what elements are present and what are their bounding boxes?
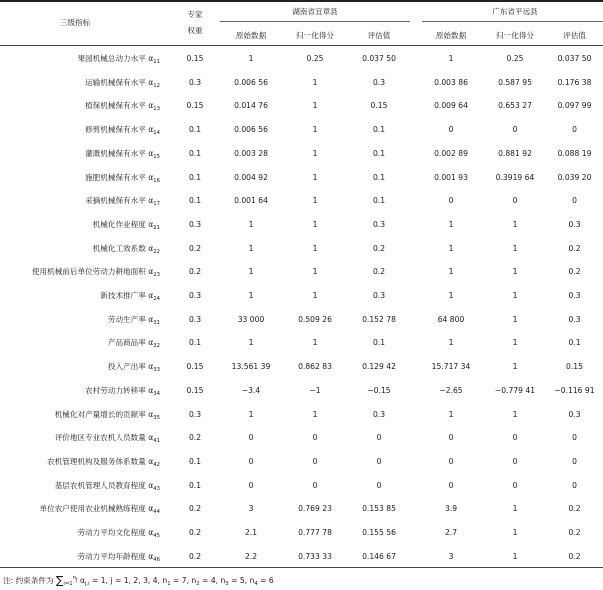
cell-b-norm: 0 (512, 196, 518, 205)
cell-a-raw: 1 (248, 291, 254, 300)
cell-a-norm: 0 (312, 457, 318, 466)
cell-weight: 0.3 (188, 220, 202, 229)
cell-b-eval: 0.2 (568, 528, 581, 537)
alpha-symbol: α (145, 552, 154, 561)
cell-weight: 0.3 (188, 291, 202, 300)
cell-weight: 0.3 (188, 315, 202, 324)
indicator-label (0, 267, 160, 280)
indicator-subscript: 32 (153, 343, 160, 349)
cell-weight: 0.15 (186, 362, 204, 371)
cell-a-raw: 1 (248, 410, 254, 419)
cell-a-raw: 1 (248, 244, 254, 253)
alpha-symbol: α (145, 78, 154, 87)
header-region-b: 广东省平远县 (492, 7, 538, 16)
indicator-label (0, 504, 160, 517)
indicator-text: 农机管理机构及服务体系数量 (47, 457, 146, 466)
alpha-symbol: α (145, 528, 154, 537)
cell-b-raw: 3.9 (444, 504, 458, 513)
cell-b-norm: 0 (512, 125, 518, 134)
header-a-norm: 归一化得分 (296, 31, 334, 40)
indicator-subscript: 11 (153, 59, 160, 65)
cell-weight: 0.1 (188, 338, 202, 347)
indicator-label (0, 220, 160, 233)
header-a-raw: 原始数据 (235, 31, 267, 40)
cell-b-raw: 0 (448, 433, 454, 442)
table-footnote: 注: 约束条件为 $\sum_{i=1}^{n_j}$ $\alpha_{j,i} = 1$, j = 1, 2, 3, 4, $n_1 = 7$, $n_2 = 4$, $n_3 = 5$, $n_4 = 6$ (3, 574, 274, 587)
alpha-symbol: α (145, 481, 154, 490)
cell-b-eval: 0.2 (568, 244, 581, 253)
cell-weight: 0.15 (186, 386, 204, 395)
cell-b-raw: 1 (448, 220, 454, 229)
cell-b-raw: 1 (448, 338, 454, 347)
cell-a-raw: 3 (248, 504, 254, 513)
cell-a-eval: 0.152 78 (362, 315, 396, 324)
cell-weight: 0.15 (186, 101, 204, 110)
indicator-label (0, 173, 160, 186)
header-a-eval: 评估值 (367, 31, 391, 40)
footnote-expr: = 1, j = 1, 2, 3, 4, n (92, 576, 168, 585)
indicator-label (0, 149, 160, 162)
cell-a-eval: 0 (376, 457, 382, 466)
cell-b-norm: 1 (512, 504, 518, 513)
cell-a-norm: 1 (312, 173, 318, 182)
cell-b-eval: 0.039 20 (557, 173, 592, 182)
cell-a-eval: −0.15 (367, 386, 391, 395)
cell-weight: 0.3 (188, 78, 202, 87)
cell-b-raw: 1 (448, 410, 454, 419)
cell-a-norm: 0.509 26 (298, 315, 332, 324)
cell-b-raw: 1 (448, 244, 454, 253)
cell-b-eval: 0 (572, 481, 577, 490)
cell-a-eval: 0.2 (372, 244, 386, 253)
cell-b-eval: 0.15 (566, 362, 583, 371)
cell-a-eval: 0.15 (370, 101, 388, 110)
indicator-text: 机械化作业程度 (92, 220, 146, 229)
footnote-tail1: = 7, n (173, 576, 197, 585)
cell-a-eval: 0.1 (372, 196, 386, 205)
cell-b-eval: 0 (572, 457, 577, 466)
indicator-text: 产品商品率 (107, 338, 146, 347)
cell-b-raw: 0.001 93 (434, 173, 468, 182)
cell-b-raw: 0 (448, 481, 454, 490)
region-b-underline (422, 21, 603, 22)
cell-weight: 0.2 (188, 433, 202, 442)
cell-a-raw: 0 (248, 481, 254, 490)
cell-a-raw: 0.001 64 (234, 196, 268, 205)
cell-b-eval: 0 (572, 433, 577, 442)
cell-weight: 0.1 (188, 196, 202, 205)
cell-b-raw: 1 (448, 54, 454, 63)
alpha-symbol: α (145, 386, 154, 395)
cell-a-norm: 0.769 23 (298, 504, 332, 513)
indicator-label (0, 315, 160, 328)
indicator-label (0, 457, 160, 470)
header-indicator: 三级指标 (59, 18, 91, 27)
alpha-symbol: α (145, 410, 154, 419)
alpha-symbol: α (145, 362, 154, 371)
header-bottom-rule (0, 45, 603, 46)
cell-a-raw: 2.2 (244, 552, 258, 561)
indicator-subscript: 46 (153, 557, 160, 563)
cell-b-eval: 0.3 (568, 291, 581, 300)
cell-b-norm: 1 (512, 362, 518, 371)
indicator-subscript: 42 (153, 462, 160, 468)
cell-b-raw: 15.717 34 (431, 362, 471, 371)
cell-b-raw: −2.65 (439, 386, 463, 395)
cell-b-norm: 1 (512, 244, 518, 253)
cell-a-raw: 0.006 56 (234, 125, 268, 134)
alpha-symbol: α (145, 101, 154, 110)
cell-a-eval: 0.037 50 (362, 54, 396, 63)
cell-b-raw: 2.7 (444, 528, 458, 537)
alpha-symbol: α (145, 504, 154, 513)
cell-a-norm: 1 (312, 101, 318, 110)
cell-a-raw: 13.561 39 (231, 362, 271, 371)
indicator-text: 新技术推广率 (100, 291, 146, 300)
cell-b-raw: 1 (448, 267, 454, 276)
cell-b-eval: 0.097 99 (557, 101, 592, 110)
cell-weight: 0.1 (188, 149, 202, 158)
cell-a-norm: 1 (312, 220, 318, 229)
cell-a-eval: 0.2 (372, 267, 386, 276)
cell-b-raw: 64 800 (437, 315, 465, 324)
cell-a-norm: 1 (312, 196, 318, 205)
cell-b-norm: 0 (512, 433, 518, 442)
indicator-text: 单位农户使用农业机械熟练程度 (39, 504, 146, 513)
indicator-label (0, 386, 160, 399)
header-weight-line2: 权重 (187, 26, 203, 35)
indicator-subscript: 23 (153, 272, 160, 278)
cell-a-norm: 0 (312, 433, 318, 442)
cell-weight: 0.2 (188, 267, 202, 276)
indicator-subscript: 31 (153, 320, 160, 326)
cell-weight: 0.1 (188, 481, 202, 490)
footnote-prefix: 注: 约束条件为 (3, 576, 54, 585)
cell-b-raw: 0.003 86 (434, 78, 468, 87)
cell-a-raw: 0 (248, 457, 254, 466)
cell-b-eval: 0 (572, 125, 577, 134)
cell-b-raw: 0.009 64 (434, 101, 468, 110)
indicator-label (0, 125, 160, 138)
cell-b-eval: 0.2 (568, 504, 581, 513)
header-b-raw: 原始数据 (435, 31, 467, 40)
indicator-text: 机械化工效系数 (92, 244, 146, 253)
cell-b-norm: 0.881 92 (498, 149, 532, 158)
cell-a-raw: 2.1 (244, 528, 258, 537)
cell-a-norm: 0 (312, 481, 318, 490)
cell-b-norm: 1 (512, 552, 518, 561)
indicator-text: 施肥机械保有水平 (85, 173, 146, 182)
cell-a-norm: 1 (312, 291, 318, 300)
indicator-label (0, 362, 160, 375)
cell-b-eval: 0.037 50 (557, 54, 592, 63)
indicator-subscript: 35 (153, 415, 160, 421)
cell-b-norm: 0.3919 64 (495, 173, 535, 182)
cell-a-raw: 33 000 (237, 315, 265, 324)
cell-a-norm: −1 (309, 386, 321, 395)
cell-a-raw: 0.006 56 (234, 78, 268, 87)
cell-b-norm: 1 (512, 315, 518, 324)
cell-a-raw: 1 (248, 338, 254, 347)
indicator-label (0, 528, 160, 541)
table-top-rule (0, 0, 603, 2)
cell-b-norm: 1 (512, 291, 518, 300)
indicator-text: 评价地区专业农机人员数量 (54, 433, 146, 442)
indicator-label (0, 433, 160, 446)
cell-weight: 0.1 (188, 125, 202, 134)
sum-symbol: ∑ (55, 574, 64, 587)
alpha-symbol: α (145, 196, 154, 205)
indicator-subscript: 16 (153, 178, 160, 184)
cell-b-raw: 0.002 89 (434, 149, 468, 158)
indicator-label (0, 54, 160, 67)
cell-a-eval: 0.155 56 (362, 528, 396, 537)
indicator-label (0, 196, 160, 209)
cell-a-raw: 1 (248, 54, 254, 63)
cell-weight: 0.2 (188, 244, 202, 253)
indicator-subscript: 33 (153, 367, 160, 373)
alpha-symbol: α (145, 457, 154, 466)
indicator-subscript: 12 (153, 83, 160, 89)
cell-b-norm: 1 (512, 410, 518, 419)
cell-a-norm: 1 (312, 78, 318, 87)
cell-a-norm: 1 (312, 244, 318, 253)
cell-a-raw: −3.4 (241, 386, 261, 395)
indicator-text: 投入产出率 (107, 362, 146, 371)
cell-b-eval: 0.1 (568, 338, 581, 347)
indicator-text: 基层农机管理人员教育程度 (54, 481, 146, 490)
header-region-a: 湖南省宜章县 (292, 7, 338, 16)
cell-weight: 0.2 (188, 528, 202, 537)
cell-b-norm: 1 (512, 267, 518, 276)
cell-a-eval: 0.153 85 (362, 504, 396, 513)
cell-a-eval: 0.1 (372, 173, 386, 182)
cell-a-eval: 0.3 (372, 220, 386, 229)
cell-a-raw: 0.004 92 (234, 173, 268, 182)
indicator-text: 植保机械保有水平 (85, 101, 146, 110)
cell-b-norm: 0 (512, 481, 518, 490)
alpha-symbol: α (145, 173, 154, 182)
indicator-subscript: 34 (153, 391, 160, 397)
cell-b-raw: 0 (448, 125, 454, 134)
cell-b-norm: 1 (512, 338, 518, 347)
cell-a-eval: 0.146 67 (362, 552, 396, 561)
cell-weight: 0.1 (188, 173, 202, 182)
cell-a-raw: 0.014 76 (234, 101, 268, 110)
cell-a-eval: 0.3 (372, 410, 386, 419)
alpha-symbol: α (145, 433, 154, 442)
indicator-label (0, 338, 160, 351)
cell-a-eval: 0.129 42 (362, 362, 396, 371)
cell-weight: 0.15 (186, 54, 204, 63)
indicator-text: 劳动力平均文化程度 (77, 528, 146, 537)
cell-b-eval: 0.3 (568, 410, 581, 419)
cell-b-eval: 0.3 (568, 315, 581, 324)
indicator-text: 采摘机械保有水平 (85, 196, 146, 205)
cell-b-norm: 1 (512, 528, 518, 537)
indicator-label (0, 244, 160, 257)
alpha-symbol: α (145, 338, 154, 347)
cell-b-raw: 0 (448, 196, 454, 205)
region-a-underline (220, 21, 410, 22)
header-b-norm: 归一化得分 (496, 31, 534, 40)
cell-a-norm: 1 (312, 338, 318, 347)
cell-a-eval: 0.1 (372, 149, 386, 158)
cell-b-eval: 0.176 38 (557, 78, 592, 87)
cell-a-norm: 0.862 83 (298, 362, 332, 371)
cell-weight: 0.3 (188, 410, 202, 419)
cell-b-raw: 3 (448, 552, 454, 561)
cell-b-eval: −0.116 91 (554, 386, 595, 395)
indicator-subscript: 43 (153, 486, 160, 492)
cell-weight: 0.2 (188, 504, 202, 513)
cell-b-norm: 0.25 (506, 54, 524, 63)
cell-b-eval: 0.088 19 (557, 149, 592, 158)
cell-b-eval: 0.3 (568, 220, 581, 229)
footnote-tail2: = 4, n (202, 576, 226, 585)
cell-a-raw: 0.003 28 (234, 149, 268, 158)
cell-b-norm: 1 (512, 220, 518, 229)
cell-weight: 0.1 (188, 457, 202, 466)
indicator-text: 农村劳动力转移率 (85, 386, 146, 395)
cell-a-norm: 1 (312, 125, 318, 134)
header-b-eval: 评估值 (563, 31, 586, 40)
cell-b-raw: 1 (448, 291, 454, 300)
table-bottom-rule (0, 567, 603, 568)
cell-a-eval: 0.1 (372, 338, 386, 347)
cell-a-norm: 0.25 (306, 54, 324, 63)
header-weight-line1: 专家 (187, 10, 203, 19)
indicator-text: 灌溉机械保有水平 (85, 149, 146, 158)
indicator-text: 修剪机械保有水平 (85, 125, 146, 134)
indicator-label (0, 291, 160, 304)
cell-b-eval: 0.2 (568, 267, 581, 276)
cell-b-norm: −0.779 41 (494, 386, 536, 395)
indicator-text: 劳动生产率 (107, 315, 146, 324)
cell-a-norm: 0.733 33 (298, 552, 332, 561)
cell-a-raw: 1 (248, 267, 254, 276)
cell-a-norm: 0.777 78 (298, 528, 332, 537)
indicator-label (0, 101, 160, 114)
indicator-subscript: 45 (153, 533, 160, 539)
indicator-subscript: 14 (153, 130, 160, 136)
alpha-symbol: α (145, 267, 154, 276)
alpha-symbol: α (145, 244, 154, 253)
alpha-symbol: α (145, 315, 154, 324)
indicator-label (0, 410, 160, 423)
indicator-subscript: 15 (153, 154, 160, 160)
indicator-subscript: 44 (153, 509, 160, 515)
cell-a-raw: 1 (248, 220, 254, 229)
cell-weight: 0.2 (188, 552, 202, 561)
cell-a-norm: 1 (312, 149, 318, 158)
footnote-alpha: α (79, 576, 85, 585)
cell-b-eval: 0 (572, 196, 577, 205)
indicator-text: 运输机械保有水平 (85, 78, 146, 87)
indicator-label (0, 552, 160, 565)
cell-a-eval: 0 (376, 481, 382, 490)
indicator-label (0, 78, 160, 91)
cell-a-eval: 0.3 (372, 78, 386, 87)
cell-b-norm: 0.653 27 (498, 101, 532, 110)
indicator-label (0, 481, 160, 494)
footnote-tail3: = 5, n (231, 576, 255, 585)
cell-a-eval: 0 (376, 433, 382, 442)
cell-a-raw: 0 (248, 433, 254, 442)
alpha-symbol: α (145, 291, 154, 300)
cell-b-raw: 0 (448, 457, 454, 466)
indicator-subscript: 41 (153, 438, 160, 444)
footnote-tail4: = 6 (260, 576, 274, 585)
alpha-symbol: α (145, 125, 154, 134)
alpha-symbol: α (145, 220, 154, 229)
indicator-text: 使用机械前后单位劳动力耕地面积 (31, 267, 146, 276)
indicator-subscript: 17 (153, 201, 160, 207)
cell-a-eval: 0.1 (372, 125, 386, 134)
cell-a-norm: 1 (312, 267, 318, 276)
indicator-text: 果园机械总动力水平 (77, 54, 146, 63)
cell-b-norm: 0.587 95 (498, 78, 532, 87)
indicator-text: 机械化对产量增长的贡献率 (54, 410, 146, 419)
indicator-subscript: 22 (153, 249, 160, 255)
cell-b-eval: 0.2 (568, 552, 581, 561)
alpha-symbol: α (145, 54, 154, 63)
indicator-subscript: 21 (153, 225, 160, 231)
indicator-subscript: 24 (153, 296, 160, 302)
indicator-text: 劳动力平均年龄程度 (77, 552, 146, 561)
alpha-symbol: α (145, 149, 154, 158)
cell-a-norm: 1 (312, 410, 318, 419)
cell-b-norm: 0 (512, 457, 518, 466)
indicator-subscript: 13 (153, 106, 160, 112)
cell-a-eval: 0.3 (372, 291, 386, 300)
